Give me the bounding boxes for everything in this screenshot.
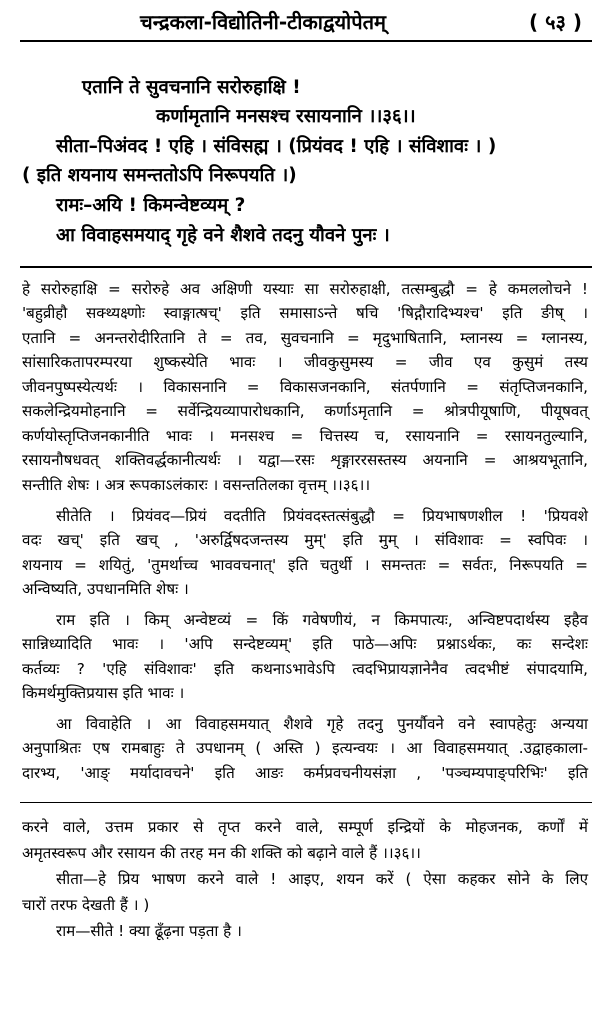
verse-line: आ विवाहसमयाद् गृहे वने शैशवे तदनु यौवने पुनः । [56,225,390,246]
translation-line: सीता—हे प्रिय भाषण करने वाले ! आइए, शयन करें ( ऐसा कहकर सोने के लिए [56,870,588,888]
commentary-line: 'बहुव्रीहौ सक्थ्यक्ष्णोः स्वाङ्गात्षच्' इति समासाऽन्ते षचि 'षिद्गौरादिभ्यश्च' इति ङीष् । [22,304,588,322]
header-rule [20,40,592,42]
commentary-line: हे सरोरुहाक्षि = सरोरुहे अव अक्षिणी यस्याः सा सरोरुहाक्षी, तत्सम्बुद्धौ = हे कमललोचने ! [22,280,588,298]
commentary-line: अनुपाश्रितः एष रामबाहुः ते उपधानम् ( अस्ति ) इत्यन्वयः । आ विवाहसमयात् .उद्वाहकाला- [22,739,588,757]
commentary-line: रसायनौषधवत् शक्तिवर्द्धकानीत्यर्थः । यद्वा—रसः शृङ्गाररसस्तस्य अयनानि = आश्रयभूतानि, [22,451,588,469]
verse-rule [20,266,592,268]
commentary-line: एतानि = अनन्तरोदीरितानि ते = तव, सुवचनानि = मृदुभाषितानि, म्लानस्य = ग्लानस्य, [22,329,588,347]
commentary-line: शयनाय = शयितुं, 'तुमर्थाच्च भाववचनात्' इति चतुर्थी । समन्ततः = सर्वतः, निरूपयति = [22,556,588,574]
verse-line: एतानि ते सुवचनानि सरोरुहाक्षि ! [82,77,301,98]
commentary-line: जीवनपुष्पस्येत्यर्थः । विकासनानि = विकासजनकानि, संतर्पणानि = संतृप्तिजनकानि, [22,378,588,396]
commentary-line: सीतेति । प्रियंवद—प्रियं वदतीति प्रियंवदस्तत्संबुद्धौ = प्रियभाषणशील ! 'प्रियवशे [56,507,588,525]
commentary-line: दारभ्य, 'आङ् मर्यादावचने' इति आङः कर्मप्रवचनीयसंज्ञा , 'पञ्चम्यपाङ्परिभिः' इति [22,764,588,782]
commentary-line: कर्तव्यः ? 'एहि संविशावः' इति कथनाऽभावेऽपि त्वदभिप्रायज्ञानेनैव त्वदभीष्टं संपादयामि, [22,660,588,678]
verse-line: रामः–अयि ! किमन्वेष्टव्यम् ? [56,195,246,216]
page-number: ( ५३ ) [528,10,582,34]
commentary-line: सांसारिकतापरम्परया शुष्कस्येति भावः । जीवकुसुमस्य = जीव एव कुसुमं तस्य [22,353,588,371]
verse-line: ( इति शयनाय समन्ततोऽपि निरूपयति ।) [22,165,297,186]
running-title: चन्द्रकला-विद्योतिनी-टीकाद्वयोपेतम् [140,10,386,34]
commentary-line: आ विवाहेति । आ विवाहसमयात् शैशवे गृहे तदनु पुनर्यौवने वने स्वापहेतुः अन्यया [56,715,588,733]
commentary-line: किमर्थमुक्तिप्रयास इति भावः । [22,684,185,702]
commentary-line: कर्णयोस्तृप्तिजनकानीति भावः । मनसश्च = चित्तस्य च, रसायनानि = रसायनतुल्यानि, [22,427,588,445]
translation-line: राम—सीते ! क्या ढूँढ़ना पड़ता है । [56,922,242,940]
translation-line: करने वाले, उत्तम प्रकार से तृप्त करने वाले, सम्पूर्ण इन्द्रियों के मोहजनक, कर्णों में [22,818,588,836]
commentary-line: सकलेन्द्रियमोहनानि = सर्वेन्द्रियव्यापारोधकानि, कर्णाऽमृतानि = श्रोत्रपीयूषाणि, पीयूषवत् [22,402,588,420]
verse-line: सीता–पिअंवद ! एहि । संविसह्म । (प्रियंवद ! एहि । संविशावः । ) [56,136,497,157]
verse-line: कर्णामृतानि मनसश्च रसायनानि ।।३६।। [156,106,416,127]
page-header [20,2,592,40]
commentary-rule [20,802,592,803]
translation-line: चारों तरफ देखती हैं । ) [22,896,150,914]
commentary-line: अन्विष्यति, उपधानमिति शेषः । [22,580,189,598]
commentary-line: राम इति । किम् अन्वेष्टव्यं = किं गवेषणीयं, न किमपात्यः, अन्विष्टपदार्थस्य इहैव [56,611,588,629]
commentary-line: सान्निध्यादिति भावः । 'अपि सन्देष्टव्यम्' इति पाठे—अपिः प्रश्नाऽर्थकः, कः सन्देशः [22,635,588,653]
commentary-line: वदः खच्' इति खच् , 'अरुर्द्विषदजन्तस्य मुम्' इति मुम् । संविशावः = स्वपिवः । [22,531,588,549]
translation-line: अमृतस्वरूप और रसायन की तरह मन की शक्ति को बढ़ाने वाले हैं ।।३६।। [22,844,421,862]
commentary-line: सन्तीति शेषः । अत्र रूपकाऽलंकारः । वसन्ततिलका वृत्तम् ।।३६।। [22,476,371,494]
